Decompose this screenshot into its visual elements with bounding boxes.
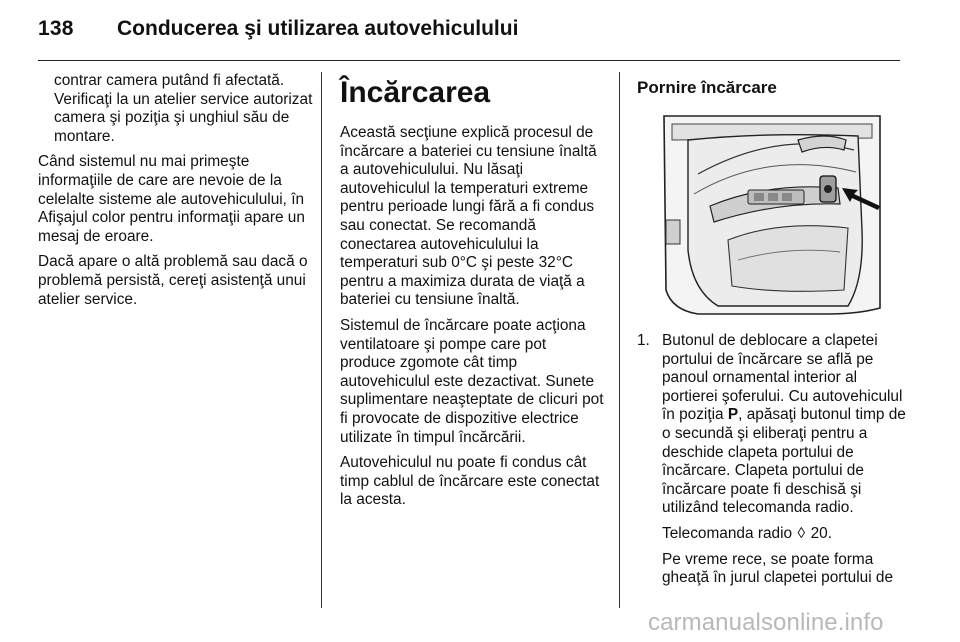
reference-text: Telecomanda radio bbox=[662, 524, 793, 542]
paragraph: Când sistemul nu mai primeşte informaţiile de care are nevoie de la celelalte sisteme ale autovehiculului, în Afişajul color pentru informaţii apare un mesaj de eroare. bbox=[38, 153, 305, 245]
column-divider bbox=[321, 72, 322, 608]
door-panel-illustration bbox=[658, 110, 884, 318]
column-3 bbox=[637, 72, 907, 595]
page-header bbox=[0, 0, 960, 62]
reference-page: 20. bbox=[810, 524, 833, 542]
subsection-heading: Pornire încărcare bbox=[637, 78, 777, 97]
watermark: carmanualsonline.info bbox=[648, 609, 884, 636]
paragraph: Dacă apare o altă problemă sau dacă o problemă persistă, cereţi asistenţă unui atelier service. bbox=[38, 253, 308, 308]
header-rule bbox=[38, 60, 900, 61]
list-body bbox=[662, 332, 907, 595]
gear-position-bold: P bbox=[727, 406, 739, 424]
column-2 bbox=[340, 72, 606, 517]
continued-bullet-text: contrar camera putând fi afectată. Verificaţi la un atelier service autorizat camera şi poziţia şi unghiul său de montare. bbox=[54, 72, 313, 145]
chapter-title: Conducerea şi utilizarea autovehiculului bbox=[117, 17, 519, 40]
page-number: 138 bbox=[38, 17, 74, 40]
paragraph: Această secţiune explică procesul de încărcare a bateriei cu tensiune înaltă a autovehiculului. Nu lăsaţi autovehiculul la temperaturi extreme pentru perioade lungi fără a fi condus sau conectat. Se recomandă conectarea autovehiculului la temperaturi sub 0°C şi peste 32°C pentru a maximiza durata de viaţă a bateriei cu tensiune înaltă. bbox=[340, 124, 597, 309]
column-1 bbox=[38, 72, 313, 316]
page-reference-arrow-icon: ◊ bbox=[797, 524, 806, 542]
driver-door-trim-panel-icon bbox=[658, 110, 884, 318]
paragraph: Autovehiculul nu poate fi condus cât timp cablul de încărcare este conectat la acesta. bbox=[340, 454, 600, 509]
text-span: Butonul de deblocare a clapetei portului de încărcare se află pe panoul ornamental interior al portierei şoferului. Cu autovehiculul în poziţia bbox=[662, 332, 903, 424]
section-heading: Încărcarea bbox=[340, 76, 491, 109]
column-divider bbox=[619, 72, 620, 608]
text-span: , apăsaţi butonul timp de o secundă şi eliberaţi pentru a deschide clapeta portului de încărcare. Clapeta portului de încărcare poate fi deschisă şi utilizând telecomanda radio. bbox=[662, 406, 906, 517]
list-paragraph: Pe vreme rece, se poate forma gheaţă în jurul clapetei portului de bbox=[662, 550, 894, 587]
list-number: 1. bbox=[637, 332, 650, 349]
cross-reference bbox=[662, 525, 907, 544]
list-paragraph bbox=[662, 332, 907, 518]
paragraph: Sistemul de încărcare poate acţiona ventilatoare şi pompe care pot produce zgomote cât timp autovehiculul este dezactivat. Sunete suplimentare neaşteptate de clicuri pot fi provocate de dispozitive electrice utilizate în timpul încărcării. bbox=[340, 316, 604, 446]
list-item bbox=[637, 332, 907, 595]
